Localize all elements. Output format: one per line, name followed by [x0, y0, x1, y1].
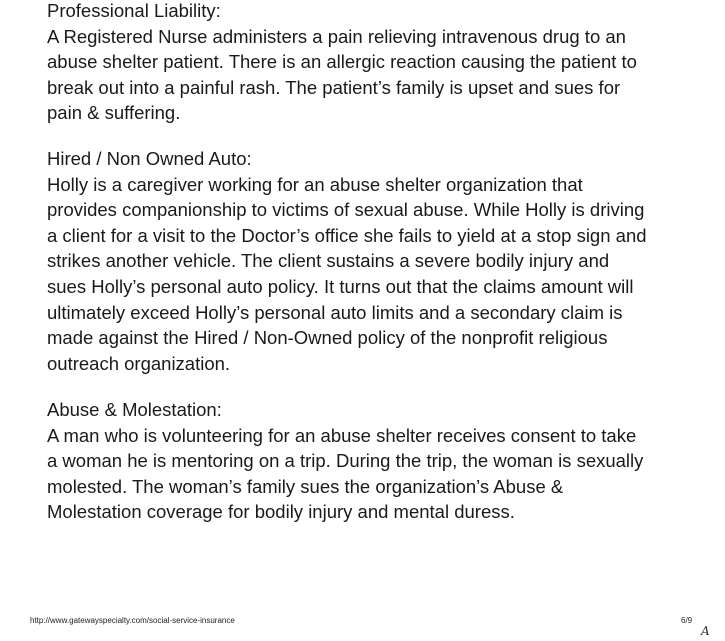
handwritten-mark: A: [701, 624, 710, 638]
paragraph-line: strikes another vehicle. The client sustains a severe bodily injury and: [47, 250, 610, 272]
footer-url[interactable]: http://www.gatewayspecialty.com/social-service-insurance: [30, 616, 235, 625]
section-heading: Hired / Non Owned Auto:: [47, 148, 252, 169]
paragraph-line: A man who is volunteering for an abuse shelter receives consent to take: [47, 424, 637, 446]
paragraph-line: ultimately exceed Holly’s personal auto limits and a secondary claim is: [47, 301, 623, 323]
paragraph-line: a woman he is mentoring on a trip. During the trip, the woman is sexually: [47, 450, 644, 472]
paragraph-line: a client for a visit to the Doctor’s office she fails to yield at a stop sign and: [47, 224, 647, 246]
section-heading: Abuse & Molestation:: [47, 399, 222, 420]
paragraph-line: sues Holly’s personal auto policy. It turns out that the claims amount will: [47, 275, 634, 297]
paragraph-line: provides companionship to victims of sexual abuse. While Holly is driving: [47, 199, 645, 221]
paragraph-line: Holly is a caregiver working for an abuse shelter organization that: [47, 173, 583, 195]
paragraph-line: made against the Hired / Non-Owned policy of the nonprofit religious: [47, 327, 608, 349]
section-heading: Professional Liability:: [47, 0, 221, 21]
section-hired-non-owned-auto: [47, 146, 687, 376]
paragraph-line: abuse shelter patient. There is an allergic reaction causing the patient to: [47, 51, 637, 73]
section-abuse-molestation: [47, 397, 687, 525]
paragraph-line: Molestation coverage for bodily injury and mental duress.: [47, 501, 515, 523]
paragraph-line: outreach organization.: [47, 352, 231, 374]
section-paragraph: [47, 172, 687, 377]
paragraph-line: A Registered Nurse administers a pain relieving intravenous drug to an: [47, 25, 626, 47]
page-number: 6/9: [681, 616, 693, 625]
section-paragraph: [47, 423, 687, 525]
paragraph-line: break out into a painful rash. The patient’s family is upset and sues for: [47, 76, 621, 98]
section-paragraph: [47, 24, 687, 126]
paragraph-line: pain & suffering.: [47, 102, 181, 124]
section-professional-liability: [47, 0, 687, 126]
paragraph-line: molested. The woman’s family sues the organization’s Abuse &: [47, 475, 564, 497]
